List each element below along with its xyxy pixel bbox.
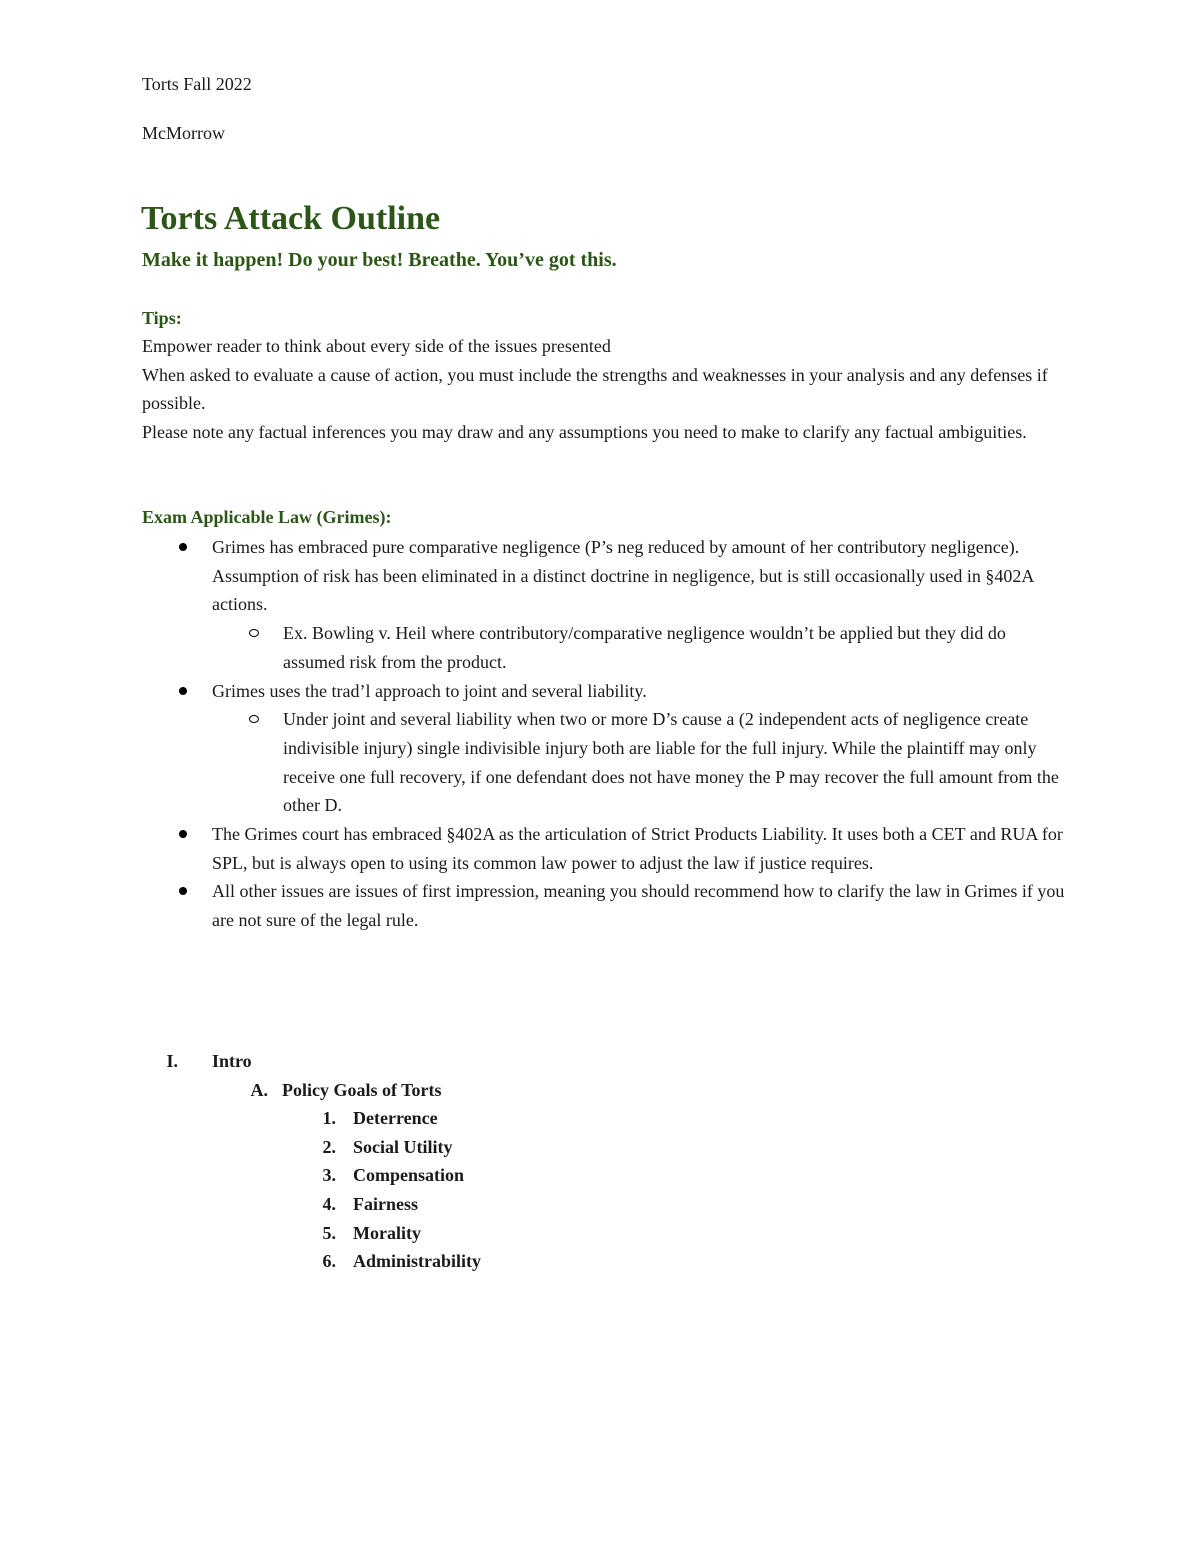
bullet-icon — [179, 887, 187, 895]
document-subtitle: Make it happen! Do your best! Breathe. You’ve got this. — [142, 249, 617, 271]
outline-subsection-title: Policy Goals of Torts — [282, 1079, 442, 1100]
list-item — [142, 877, 1072, 934]
outline-goal-number: 2. — [322, 1136, 336, 1157]
list-item-text: Grimes has embraced pure comparative negligence (P’s neg reduced by amount of her contributory negligence). Assumption of risk has been eliminated in a distinct doctrine in negligence, but is still occasionally used in §402A actions. — [212, 537, 1034, 615]
list-item — [142, 820, 1072, 877]
sub-list-item-text: Under joint and several liability when two or more D’s cause a (2 independent acts of negligence create indivisible injury) single indivisible injury both are liable for the full injury. While the plaintiff may only receive one full recovery, if one defendant does not have money the P may recover the full amount from the other D. — [283, 709, 1059, 816]
list-item-text: The Grimes court has embraced §402A as the articulation of Strict Products Liability. It uses both a CET and RUA for SPL, but is always open to using its common law power to adjust the law if justice requires. — [212, 824, 1063, 873]
sub-list-item-text: Ex. Bowling v. Heil where contributory/comparative negligence wouldn’t be applied but they did do assumed risk from the product. — [283, 623, 1006, 672]
outline-goal-label: Deterrence — [353, 1108, 438, 1129]
outline-goal-number: 6. — [322, 1251, 336, 1272]
outline-goal-label: Administrability — [353, 1251, 482, 1272]
course-name: Torts Fall 2022 — [142, 74, 252, 94]
outline-goal-label: Morality — [353, 1222, 421, 1243]
list-item — [142, 533, 1072, 619]
outline-goal-label: Social Utility — [353, 1136, 453, 1157]
sub-list-item — [142, 705, 1072, 820]
tips-body — [142, 332, 1072, 447]
professor-name: McMorrow — [142, 123, 225, 143]
tip-line: When asked to evaluate a cause of action, you must include the strengths and weaknesses in your analysis and any defenses if possible. — [142, 364, 1048, 414]
outline-goal-label: Compensation — [353, 1165, 465, 1186]
outline-section-title: Intro — [212, 1051, 252, 1071]
outline-section-number: I. — [166, 1051, 178, 1071]
outline-goal-number: 1. — [322, 1108, 336, 1129]
bullet-icon — [179, 687, 187, 695]
outline-goal-number: 5. — [322, 1222, 336, 1243]
list-item-text: Grimes uses the trad’l approach to joint and several liability. — [212, 680, 647, 701]
applicable-law-list — [142, 533, 1072, 935]
sub-list-item — [142, 619, 1072, 676]
document-title: Torts Attack Outline — [141, 200, 441, 237]
tips-heading: Tips: — [142, 308, 182, 328]
tip-line: Please note any factual inferences you may draw and any assumptions you need to make to clarify any factual ambiguities. — [142, 422, 1027, 443]
hollow-bullet-icon — [249, 715, 259, 723]
list-item — [142, 677, 1072, 706]
outline-goal-label: Fairness — [353, 1193, 418, 1214]
list-item-text: All other issues are issues of first impression, meaning you should recommend how to clarify the law in Grimes if you are not sure of the legal rule. — [212, 881, 1065, 931]
outline-subsection-number: A. — [250, 1079, 268, 1100]
hollow-bullet-icon — [249, 629, 259, 637]
outline-goal-number: 3. — [322, 1165, 336, 1186]
tip-line: Empower reader to think about every side of the issues presented — [142, 336, 611, 356]
bullet-icon — [179, 543, 187, 551]
applicable-law-heading: Exam Applicable Law (Grimes): — [142, 507, 392, 527]
bullet-icon — [179, 830, 187, 838]
outline-goal-number: 4. — [322, 1193, 336, 1214]
